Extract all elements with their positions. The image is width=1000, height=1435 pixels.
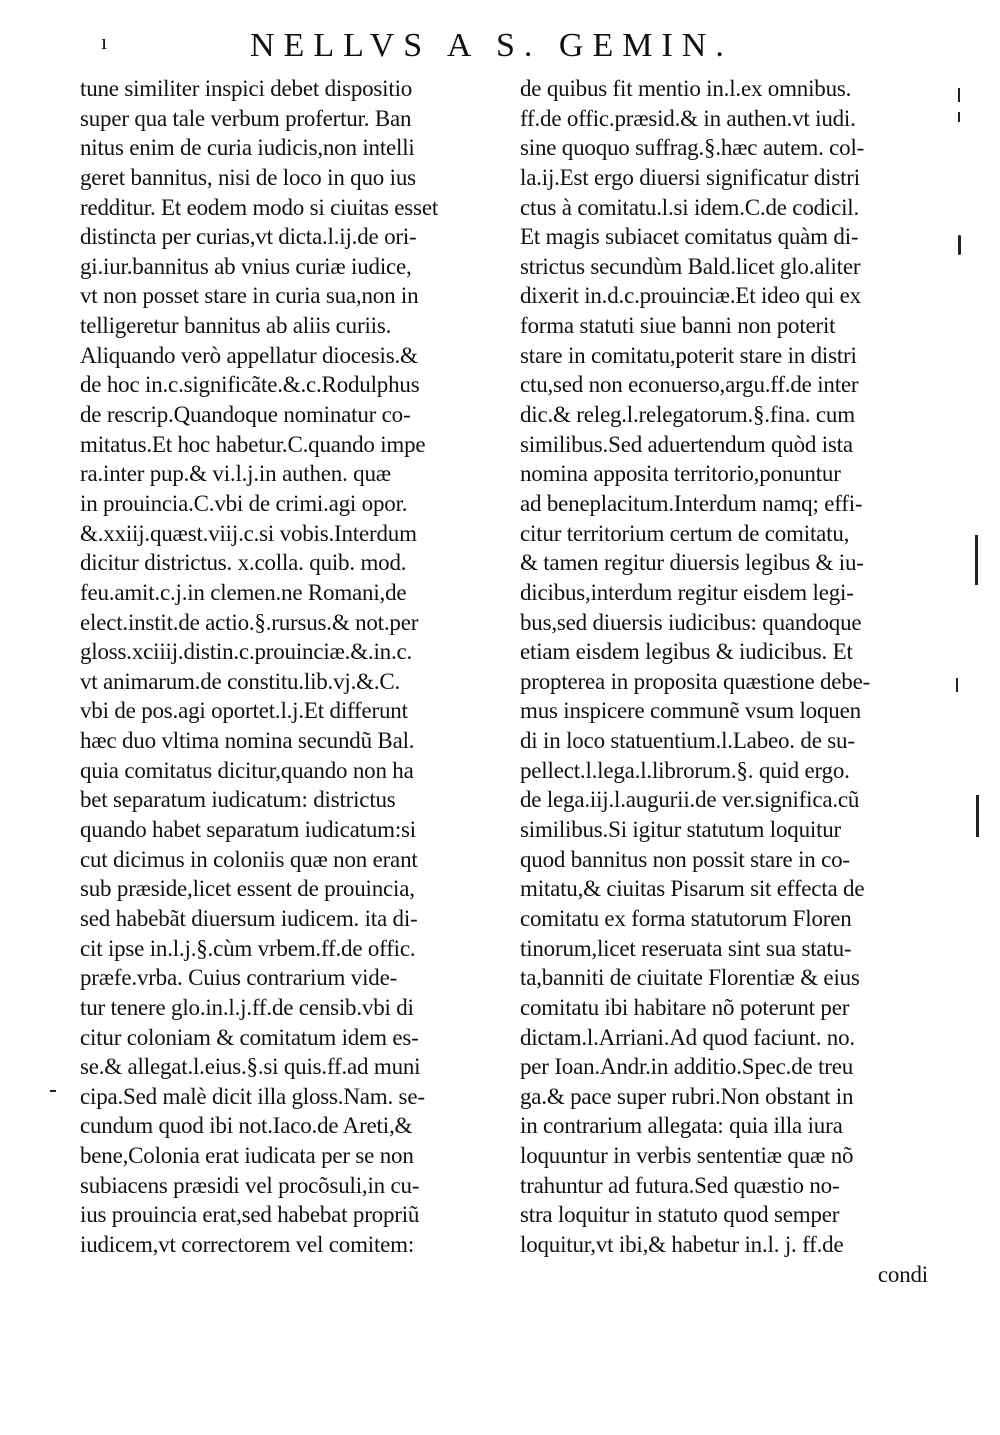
text-line: per Ioan.Andr.in additio.Spec.de treu	[520, 1054, 854, 1080]
margin-ink-mark	[958, 88, 960, 102]
text-line: tinorum,licet reseruata sint sua statu-	[520, 935, 852, 961]
text-line: di in loco statuentium.l.Labeo. de su-	[520, 728, 855, 754]
text-line: subiacens præsidi vel procõsuli,in cu-	[80, 1172, 420, 1198]
text-line: mitatus.Et hoc habetur.C.quando impe	[80, 431, 426, 457]
text-line: mus inspicere communẽ vsum loquen	[520, 698, 861, 724]
text-line: cundum quod ibi not.Iaco.de Areti,&	[80, 1113, 413, 1139]
text-line: dicitur districtus. x.colla. quib. mod.	[80, 550, 407, 576]
text-line: ctus à comitatu.l.si idem.C.de codicil.	[520, 194, 860, 220]
text-line: ctu,sed non econuerso,argu.ff.de inter	[520, 372, 859, 398]
text-line: bene,Colonia erat iudicata per se non	[80, 1143, 414, 1169]
text-line: similibus.Sed aduertendum quòd ista	[520, 431, 853, 457]
text-line: tune similiter inspici debet dispositio	[80, 76, 413, 101]
text-line: super qua tale verbum profertur. Ban	[80, 105, 412, 131]
text-line: nitus enim de curia iudicis,non intelli	[80, 135, 415, 161]
text-line: dicibus,interdum regitur eisdem legi-	[520, 579, 854, 605]
text-line: dictam.l.Arriani.Ad quod faciunt. no.	[520, 1024, 855, 1050]
text-line: telligeretur bannitus ab aliis curiis.	[80, 313, 392, 339]
text-line: quod bannitus non possit stare in co-	[520, 846, 850, 872]
text-line: cipa.Sed malè dicit illa gloss.Nam. se-	[80, 1083, 425, 1109]
text-line: de lega.iij.l.augurii.de ver.significa.cũ	[520, 787, 860, 813]
text-line: redditur. Et eodem modo si ciuitas esset	[80, 194, 439, 220]
text-line: cit ipse in.l.j.§.cùm vrbem.ff.de offic.	[80, 935, 416, 961]
text-line: stra loquitur in statuto quod semper	[520, 1202, 840, 1228]
text-line: Et magis subiacet comitatus quàm di-	[520, 224, 859, 250]
text-line: la.ij.Est ergo diuersi significatur distri	[520, 164, 860, 190]
text-line: tur tenere glo.in.l.j.ff.de censib.vbi di	[80, 994, 414, 1020]
text-line: bus,sed diuersis iudicibus: quandoque	[520, 609, 862, 635]
text-line: sub præside,licet essent de prouincia,	[80, 876, 415, 902]
text-line: gloss.xciiij.distin.c.prouinciæ.&.in.c.	[80, 639, 413, 665]
text-line: de hoc in.c.significãte.&.c.Rodulphus	[80, 372, 420, 398]
text-line: mitatu,& ciuitas Pisarum sit effecta de	[520, 876, 865, 902]
text-line: gi.iur.bannitus ab vnius curiæ iudice,	[80, 253, 412, 279]
text-line: Aliquando verò appellatur diocesis.&	[80, 342, 418, 368]
text-line: hæc duo vltima nomina secundũ Bal.	[80, 728, 415, 754]
text-line: citur coloniam & comitatum idem es-	[80, 1024, 419, 1050]
text-line: elect.instit.de actio.§.rursus.& not.per	[80, 609, 419, 635]
text-line: bet separatum iudicatum: districtus	[80, 787, 396, 813]
text-line: ra.inter pup.& vi.l.j.in authen. quæ	[80, 461, 391, 487]
right-column	[520, 74, 932, 1289]
text-line: comitatu ex forma statutorum Floren	[520, 905, 852, 931]
text-line: pellect.l.lega.l.librorum.§. quid ergo.	[520, 757, 850, 783]
text-line: strictus secundùm Bald.licet glo.aliter	[520, 253, 861, 279]
text-line: ad beneplacitum.Interdum namq; effi-	[520, 490, 863, 516]
text-line: stare in comitatu,poterit stare in distri	[520, 342, 857, 368]
text-line: loquuntur in verbis sententiæ quæ nõ	[520, 1143, 854, 1169]
text-line: præfe.vrba. Cuius contrarium vide-	[80, 965, 398, 991]
folio-mark: ı	[101, 29, 108, 54]
text-line: dic.& releg.l.relegatorum.§.fina. cum	[520, 402, 855, 428]
text-line: vt non posset stare in curia sua,non in	[80, 283, 419, 309]
margin-ink-mark	[958, 235, 961, 255]
margin-ink-mark	[958, 112, 960, 122]
text-line: se.& allegat.l.eius.§.si quis.ff.ad muni	[80, 1054, 421, 1080]
text-line: distincta per curias,vt dicta.l.ij.de ori-	[80, 224, 417, 250]
text-line: sine quoquo suffrag.§.hæc autem. col-	[520, 135, 865, 161]
text-line: vbi de pos.agi oportet.l.j.Et differunt	[80, 698, 408, 724]
text-line: etiam eisdem legibus & iudicibus. Et	[520, 639, 853, 665]
text-line: vt animarum.de constitu.lib.vj.&.C.	[80, 668, 401, 694]
text-line: dixerit in.d.c.prouinciæ.Et ideo qui ex	[520, 283, 861, 309]
text-line: in prouincia.C.vbi de crimi.agi opor.	[80, 490, 408, 516]
margin-ink-mark	[50, 1090, 56, 1092]
text-line: similibus.Si igitur statutum loquitur	[520, 817, 842, 843]
text-line: ta,banniti de ciuitate Florentiæ & eius	[520, 965, 860, 991]
text-line: feu.amit.c.j.in clemen.ne Romani,de	[80, 579, 407, 605]
text-line: in contrarium allegata: quia illa iura	[520, 1113, 843, 1139]
margin-ink-mark	[956, 678, 958, 692]
catchword: condi	[877, 1261, 928, 1287]
text-line: &.xxiij.quæst.viij.c.si vobis.Interdum	[80, 520, 417, 546]
text-line: sed habebãt diuersum iudicem. ita di-	[80, 905, 418, 931]
text-line: ga.& pace super rubri.Non obstant in	[520, 1083, 854, 1109]
text-line: propterea in proposita quæstione debe-	[520, 668, 871, 694]
text-line: geret bannitus, nisi de loco in quo ius	[80, 164, 416, 190]
text-line: forma statuti siue banni non poterit	[520, 313, 836, 339]
text-line: & tamen regitur diuersis legibus & iu-	[520, 550, 864, 576]
text-line: quia comitatus dicitur,quando non ha	[80, 757, 414, 783]
running-head: NELLVS A S. GEMIN.	[250, 27, 733, 64]
text-line: iudicem,vt correctorem vel comitem:	[80, 1231, 415, 1257]
text-line: nomina apposita territorio,ponuntur	[520, 461, 841, 487]
text-line: cut dicimus in coloniis quæ non erant	[80, 846, 418, 872]
text-line: ff.de offic.præsid.& in authen.vt iudi.	[520, 105, 856, 131]
text-line: trahuntur ad futura.Sed quæstio no-	[520, 1172, 840, 1198]
text-line: citur territorium certum de comitatu,	[520, 520, 850, 546]
text-line: de rescrip.Quandoque nominatur co-	[80, 402, 411, 428]
text-line: loquitur,vt ibi,& habetur in.l. j. ff.de	[520, 1231, 844, 1257]
margin-ink-mark	[975, 535, 978, 585]
text-line: quando habet separatum iudicatum:si	[80, 817, 416, 843]
text-line: de quibus fit mentio in.l.ex omnibus.	[520, 76, 852, 101]
text-line: comitatu ibi habitare nõ poterunt per	[520, 994, 850, 1020]
text-line: ius prouincia erat,sed habebat propriũ	[80, 1202, 420, 1228]
left-column	[80, 74, 490, 1260]
margin-ink-mark	[976, 795, 979, 837]
